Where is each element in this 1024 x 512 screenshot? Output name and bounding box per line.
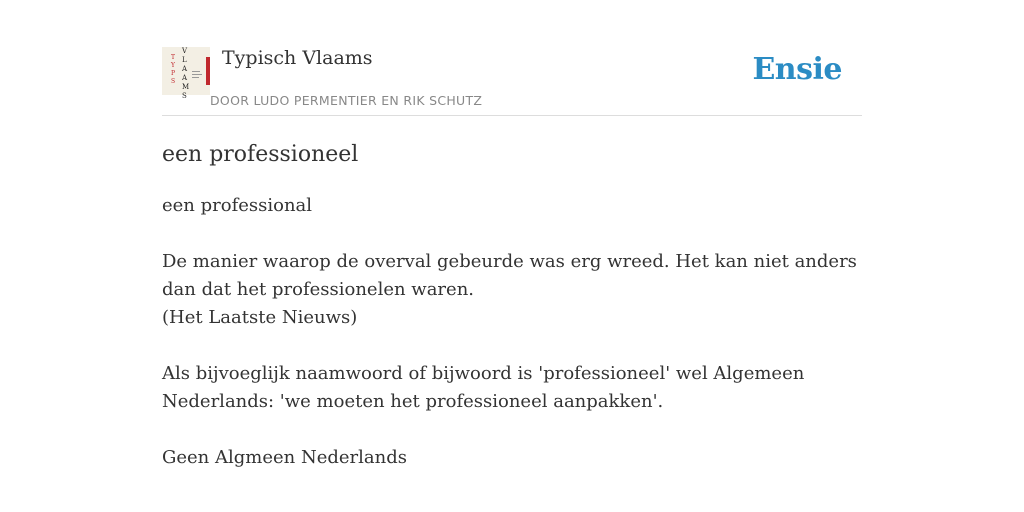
- book-cover-icon: [162, 47, 210, 100]
- svg-text:A: A: [182, 65, 188, 73]
- dictionary-header: [162, 0, 862, 116]
- entry-example: [162, 248, 862, 332]
- dictionary-authors: DOOR LUDO PERMENTIER EN RIK SCHUTZ: [210, 93, 483, 108]
- dictionary-avatar[interactable]: [162, 47, 210, 100]
- dictionary-title[interactable]: Typisch Vlaams: [222, 47, 373, 69]
- entry-example-source: (Het Laatste Nieuws): [162, 307, 358, 328]
- entry-note: Als bijvoeglijk naamwoord of bijwoord is 'professioneel' wel Algemeen Nederlands: 'we moeten het professioneel aanpakken'.: [162, 363, 805, 412]
- entry-body: [162, 192, 862, 500]
- svg-text:T: T: [171, 54, 176, 61]
- svg-text:S: S: [171, 78, 176, 85]
- svg-text:M: M: [182, 83, 190, 91]
- ensie-logo-link[interactable]: Ensie: [752, 52, 842, 87]
- page-container: [162, 0, 862, 512]
- svg-text:A: A: [182, 74, 188, 82]
- svg-text:Y: Y: [171, 62, 175, 69]
- svg-text:V: V: [182, 47, 188, 55]
- svg-text:S: S: [182, 92, 187, 100]
- svg-text:P: P: [171, 70, 176, 77]
- entry-status: Geen Algmeen Nederlands: [162, 447, 407, 468]
- entry-example-quote: De manier waarop de overval gebeurde was erg wreed. Het kan niet anders dan dat het professionelen waren.: [162, 251, 857, 300]
- entry-title: een professioneel: [162, 142, 359, 167]
- entry-definition: een professional: [162, 195, 313, 216]
- svg-text:L: L: [182, 56, 187, 64]
